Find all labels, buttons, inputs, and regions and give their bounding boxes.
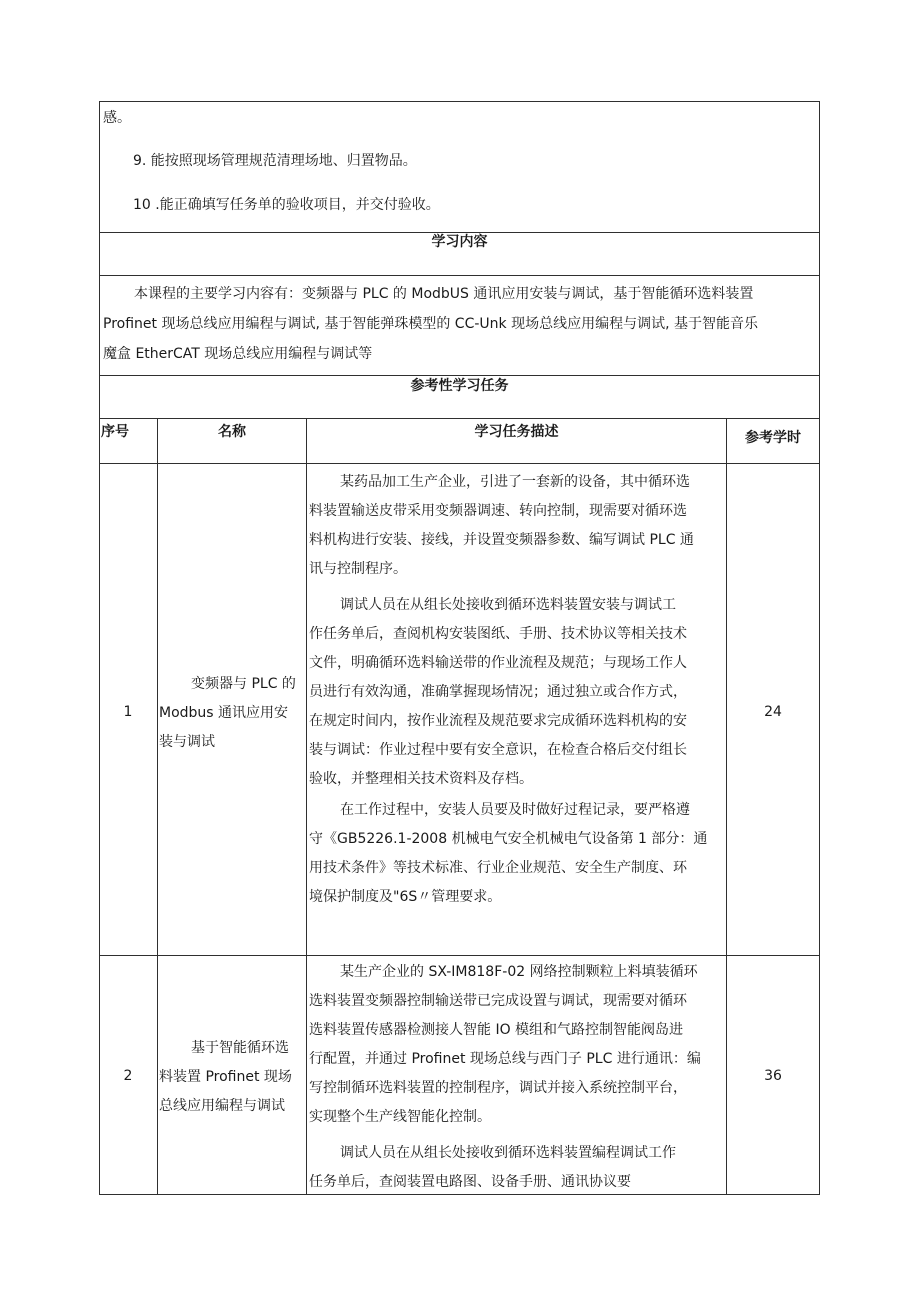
desc-line: 调试人员在从组长处接收到循环选料装置编程调试工作	[340, 1145, 676, 1161]
paragraph-line: 魔盒 EtherCAT 现场总线应用编程与调试等	[103, 346, 373, 362]
row-1-number: 1	[123, 704, 133, 720]
desc-line: 文件，明确循环选料输送带的作业流程及规范；与现场工作人	[309, 655, 687, 671]
table-border-right	[819, 101, 820, 1195]
desc-line: 写控制循环选料装置的控制程序，调试并接入系统控制平台，	[309, 1080, 687, 1096]
rule	[99, 418, 820, 419]
desc-line: 守《GB5226.1-2008 机械电气安全机械电气设备第 1 部分：通	[309, 831, 708, 847]
desc-line: 某药品加工生产企业，引进了一套新的设备，其中循环选	[340, 474, 690, 490]
desc-line: 在工作过程中，安装人员要及时做好过程记录，要严格遵	[340, 802, 690, 818]
table-border-top	[99, 101, 820, 102]
column-divider	[306, 418, 307, 1195]
name-line: 变频器与 PLC 的	[191, 676, 296, 692]
intro-line: 10 .能正确填写任务单的验收项目，并交付验收。	[133, 197, 440, 213]
row-1-description-p1	[309, 468, 694, 584]
desc-line: 验收，并整理相关技术资料及存档。	[309, 771, 533, 787]
column-header-no: 序号	[101, 424, 129, 440]
desc-line: 装与调试：作业过程中要有安全意识，在检查合格后交付组长	[309, 742, 687, 758]
column-header-name: 名称	[218, 424, 246, 440]
learning-content-title: 学习内容	[431, 234, 488, 250]
desc-line: 料机构进行安装、接线，并设置变频器参数、编写调试 PLC 通	[309, 532, 694, 548]
desc-line: 选料装置传感器检测接人智能 IO 模组和气路控制智能阀岛进	[309, 1022, 684, 1038]
desc-line: 讯与控制程序。	[309, 561, 407, 577]
name-line: 基于智能循环选	[191, 1040, 289, 1056]
row-1-hours: 24	[764, 704, 782, 720]
name-line: Modbus 通讯应用安	[159, 705, 289, 721]
intro-line: 9. 能按照现场管理规范清理场地、归置物品。	[133, 153, 417, 169]
rule	[99, 275, 820, 276]
name-line: 料装置 Profinet 现场	[159, 1069, 292, 1085]
desc-line: 调试人员在从组长处接收到循环选料装置安装与调试工	[340, 597, 676, 613]
desc-line: 料装置输送皮带采用变频器调速、转向控制，现需要对循环选	[309, 503, 687, 519]
desc-line: 在规定时间内，按作业流程及规范要求完成循环选料机构的安	[309, 713, 687, 729]
table-border-left	[99, 101, 100, 1195]
desc-line: 选料装置变频器控制输送带已完成设置与调试，现需要对循环	[309, 993, 687, 1009]
row-1-description-p3	[309, 796, 707, 912]
desc-line: 任务单后，查阅装置电路图、设备手册、通讯协议要	[309, 1174, 631, 1190]
paragraph-line: 本课程的主要学习内容有：变频器与 PLC 的 ModbUS 通讯应用安装与调试，基于智能循环选料装置	[134, 286, 754, 302]
learning-content-paragraph	[103, 279, 758, 369]
row-1-name	[159, 670, 296, 757]
column-divider	[157, 418, 158, 1195]
row-1-description-p2	[309, 591, 687, 794]
name-line: 装与调试	[159, 734, 215, 750]
desc-line: 员进行有效沟通，准确掌握现场情况；通过独立或合作方式，	[309, 684, 687, 700]
desc-line: 作任务单后，查阅机构安装图纸、手册、技术协议等相关技术	[309, 626, 687, 642]
intro-line: 感。	[103, 110, 131, 126]
column-header-hours: 参考学时	[745, 430, 801, 446]
desc-line: 某生产企业的 SX-IM818F-02 网络控制颗粒上料填装循环	[340, 964, 698, 980]
paragraph-line: Profinet 现场总线应用编程与调试, 基于智能弹珠模型的 CC-Unk 现场总线应用编程与调试, 基于智能音乐	[103, 316, 758, 332]
desc-line: 实现整个生产线智能化控制。	[309, 1109, 491, 1125]
name-line: 总线应用编程与调试	[159, 1098, 285, 1114]
row-2-description-p1	[309, 958, 701, 1132]
rule	[99, 955, 820, 956]
row-2-name	[159, 1034, 292, 1121]
desc-line: 用技术条件》等技术标准、行业企业规范、安全生产制度、环	[309, 860, 687, 876]
row-2-description-p2	[309, 1139, 676, 1197]
column-header-description: 学习任务描述	[474, 424, 559, 440]
desc-line: 行配置，并通过 Profinet 现场总线与西门子 PLC 进行通讯：编	[309, 1051, 701, 1067]
rule	[99, 463, 820, 464]
row-2-hours: 36	[764, 1068, 782, 1084]
row-2-number: 2	[123, 1068, 133, 1084]
tasks-section-title: 参考性学习任务	[410, 378, 509, 394]
desc-line: 境保护制度及"6S〃管理要求。	[309, 889, 502, 905]
